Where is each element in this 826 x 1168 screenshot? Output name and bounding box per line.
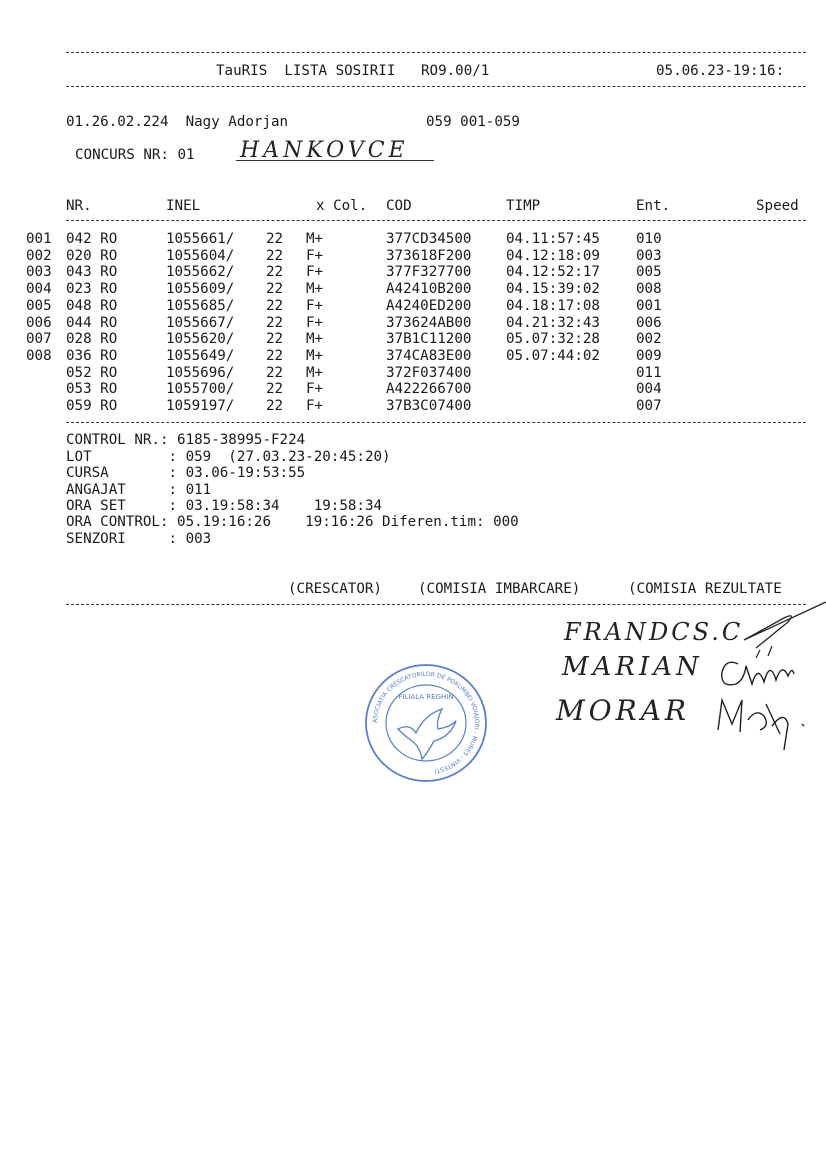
table-row — [0, 365, 826, 381]
cell-timp: 05.07:44:02 — [506, 347, 600, 364]
print-datetime: 05.06.23-19:16: — [656, 63, 785, 79]
table-row — [0, 281, 826, 297]
cell-rank: 002 — [26, 247, 52, 264]
cell-inel: 1055620/ — [166, 331, 235, 348]
table-row — [0, 231, 826, 247]
cell-year: 22 — [266, 247, 284, 264]
cell-nr: 053 RO — [66, 381, 118, 398]
cell-year: 22 — [266, 281, 284, 298]
cell-rank: 001 — [26, 231, 52, 247]
cell-cod: 373618F200 — [386, 247, 472, 264]
angajat-line: ANGAJAT : 011 — [66, 482, 212, 498]
cell-ent: 006 — [636, 314, 662, 331]
cell-year: 22 — [266, 398, 284, 414]
cell-ent: 002 — [636, 331, 662, 348]
cell-ent: 009 — [636, 347, 662, 364]
stamp-ring-text: ASOCIATIA CRESCATORILOR DE PORUMBEI VOIAJORI - MURES - VINTESTI — [371, 670, 481, 775]
control-nr: CONTROL NR.: 6185-38995-F224 — [66, 432, 306, 448]
cell-sex: F+ — [306, 314, 324, 331]
cell-inel: 1055604/ — [166, 247, 235, 264]
cell-rank: 008 — [26, 347, 52, 364]
cell-nr: 028 RO — [66, 331, 118, 348]
cell-timp: 04.18:17:08 — [506, 297, 600, 314]
cell-sex: M+ — [306, 347, 324, 364]
cell-rank: 004 — [26, 281, 52, 298]
cell-cod: A422266700 — [386, 381, 472, 398]
ring-range: 059 001-059 — [426, 114, 520, 130]
cell-sex: M+ — [306, 331, 324, 348]
cell-nr: 020 RO — [66, 247, 118, 264]
cell-rank: 007 — [26, 331, 52, 348]
table-row — [0, 315, 826, 331]
signature-name-3: MORAR — [556, 694, 691, 727]
cell-year: 22 — [266, 347, 284, 364]
comisia-imbarcare-label: (COMISIA IMBARCARE) — [418, 581, 581, 597]
cell-sex: F+ — [306, 381, 324, 398]
cell-nr: 044 RO — [66, 314, 118, 331]
cell-sex: F+ — [306, 247, 324, 264]
cell-rank: 005 — [26, 297, 52, 314]
col-header-cod: COD — [386, 198, 412, 214]
cell-sex: M+ — [306, 364, 324, 381]
col-header-inel: INEL — [166, 198, 201, 214]
table-row — [0, 298, 826, 314]
signature-scribbles — [660, 600, 826, 770]
list-title: TauRIS LISTA SOSIRII RO9.00/1 — [216, 63, 490, 79]
cell-ent: 001 — [636, 297, 662, 314]
cell-ent: 003 — [636, 247, 662, 264]
cell-inel: 1055696/ — [166, 364, 235, 381]
table-row — [0, 248, 826, 264]
cell-timp: 05.07:32:28 — [506, 331, 600, 348]
cell-sex: M+ — [306, 231, 324, 247]
cell-cod: A42410B200 — [386, 281, 472, 298]
cell-nr: 052 RO — [66, 364, 118, 381]
cell-inel: 1055661/ — [166, 231, 235, 247]
cell-cod: 377CD34500 — [386, 231, 472, 247]
stamp-inner-text: FILIALA REGHIN — [398, 693, 454, 701]
cell-ent: 010 — [636, 231, 662, 247]
table-rule-top — [66, 220, 806, 221]
cell-year: 22 — [266, 264, 284, 281]
table-row — [0, 381, 826, 397]
concurs-label: CONCURS NR: 01 — [75, 147, 195, 163]
cell-sex: F+ — [306, 297, 324, 314]
cell-inel: 1059197/ — [166, 398, 235, 414]
breeder-info: 01.26.02.224 Nagy Adorjan — [66, 114, 289, 130]
cell-cod: 373624AB00 — [386, 314, 472, 331]
cell-ent: 011 — [636, 364, 662, 381]
table-rule-bottom — [66, 422, 806, 423]
comisia-rezultate-label: (COMISIA REZULTATE — [628, 581, 782, 597]
col-header-col: x Col. — [316, 198, 368, 214]
cell-inel: 1055685/ — [166, 297, 235, 314]
cell-sex: F+ — [306, 398, 324, 414]
cell-nr: 059 RO — [66, 398, 118, 414]
cell-year: 22 — [266, 381, 284, 398]
concurs-place-handwritten: HANKOVCE — [240, 138, 409, 163]
cell-cod: 37B3C07400 — [386, 398, 472, 414]
cell-inel: 1055649/ — [166, 347, 235, 364]
cell-inel: 1055667/ — [166, 314, 235, 331]
lot-line: LOT : 059 (27.03.23-20:45:20) — [66, 449, 391, 465]
col-header-ent: Ent. — [636, 198, 671, 214]
signature-name-1: FRANDCS.C — [564, 618, 744, 646]
cell-rank: 006 — [26, 314, 52, 331]
ora-set-line: ORA SET : 03.19:58:34 19:58:34 — [66, 498, 383, 514]
signature-name-2: MARIAN — [562, 652, 703, 682]
cell-cod: 37B1C11200 — [386, 331, 472, 348]
col-header-nr: NR. — [66, 198, 92, 214]
ora-control-line: ORA CONTROL: 05.19:16:26 19:16:26 Diferen.tim: 000 — [66, 514, 519, 530]
cell-nr: 048 RO — [66, 297, 118, 314]
table-row — [0, 398, 826, 414]
cell-nr: 043 RO — [66, 264, 118, 281]
crescator-label: (CRESCATOR) — [288, 581, 382, 597]
table-row — [0, 331, 826, 347]
cell-ent: 004 — [636, 381, 662, 398]
cell-inel: 1055662/ — [166, 264, 235, 281]
cell-timp: 04.21:32:43 — [506, 314, 600, 331]
cell-sex: F+ — [306, 264, 324, 281]
cell-year: 22 — [266, 331, 284, 348]
cell-ent: 008 — [636, 281, 662, 298]
header-rule-top — [66, 52, 806, 53]
concurs-underline — [236, 160, 434, 161]
header-rule-bottom — [66, 86, 806, 87]
cell-year: 22 — [266, 314, 284, 331]
cell-cod: 377F327700 — [386, 264, 472, 281]
cell-nr: 042 RO — [66, 231, 118, 247]
table-row — [0, 264, 826, 280]
col-header-timp: TIMP — [506, 198, 541, 214]
cell-year: 22 — [266, 297, 284, 314]
col-header-speed: Speed — [756, 198, 799, 214]
cell-sex: M+ — [306, 281, 324, 298]
cell-nr: 023 RO — [66, 281, 118, 298]
cell-inel: 1055609/ — [166, 281, 235, 298]
cell-cod: 372F037400 — [386, 364, 472, 381]
senzori-line: SENZORI : 003 — [66, 531, 212, 547]
cell-ent: 005 — [636, 264, 662, 281]
cell-cod: 374CA83E00 — [386, 347, 472, 364]
association-stamp — [364, 663, 488, 783]
cell-inel: 1055700/ — [166, 381, 235, 398]
cell-rank: 003 — [26, 264, 52, 281]
cell-year: 22 — [266, 364, 284, 381]
cursa-line: CURSA : 03.06-19:53:55 — [66, 465, 306, 481]
dove-icon — [398, 709, 456, 759]
cell-cod: A4240ED200 — [386, 297, 472, 314]
cell-year: 22 — [266, 231, 284, 247]
cell-timp: 04.11:57:45 — [506, 231, 600, 247]
table-row — [0, 348, 826, 364]
cell-nr: 036 RO — [66, 347, 118, 364]
cell-timp: 04.12:18:09 — [506, 247, 600, 264]
cell-timp: 04.15:39:02 — [506, 281, 600, 298]
cell-timp: 04.12:52:17 — [506, 264, 600, 281]
cell-ent: 007 — [636, 398, 662, 414]
